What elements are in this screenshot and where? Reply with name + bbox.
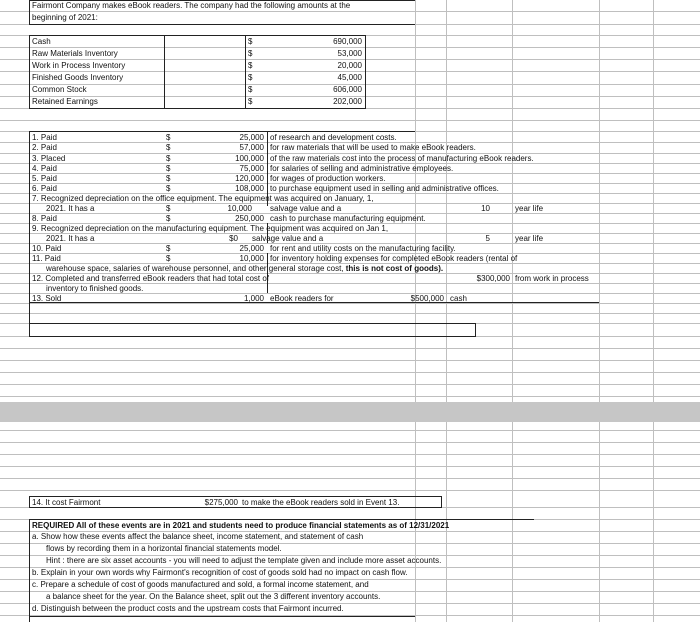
- balance-label: Cash: [32, 37, 51, 46]
- event-13-label: 13. Sold: [32, 294, 62, 303]
- balance-label: Retained Earnings: [32, 97, 98, 106]
- event-13-tail: cash: [450, 294, 467, 303]
- event-2-desc: for raw materials that will be used to make eBook readers.: [270, 143, 476, 152]
- event-3-label: 3. Placed: [32, 154, 66, 163]
- currency-symbol: $: [166, 143, 171, 152]
- currency-symbol: $: [166, 254, 171, 263]
- event-14-amount: $275,000: [204, 498, 238, 507]
- event-11-desc: for inventory holding expenses for completed eBook readers (rental of: [270, 254, 518, 263]
- event-10-desc: for rent and utility costs on the manufacturing facility.: [270, 244, 456, 253]
- currency-symbol: $: [166, 133, 171, 142]
- event-9-amount: $0: [229, 234, 238, 243]
- currency-symbol: $: [166, 164, 171, 173]
- required-a-line-2: flows by recording them in a horizontal financial statements model.: [46, 544, 282, 553]
- event-6-desc: to purchase equipment used in selling and administrative offices.: [270, 184, 499, 193]
- balance-amount: 20,000: [337, 61, 362, 70]
- required-hint: Hint : there are six asset accounts - you will need to adjust the template given and include more asset accounts.: [46, 556, 442, 565]
- event-13-mid: eBook readers for: [270, 294, 334, 303]
- intro-line-2: beginning of 2021:: [32, 13, 98, 22]
- intro-line-1: Fairmont Company makes eBook readers. The company had the following amounts at the: [32, 1, 351, 10]
- event-13-amount: $500,000: [410, 294, 444, 303]
- balance-label: Finished Goods Inventory: [32, 73, 124, 82]
- event-7-text: 7. Recognized depreciation on the office equipment. The equipment was acquired on January, 1,: [32, 194, 374, 203]
- event-8-desc: cash to purchase manufacturing equipment.: [270, 214, 426, 223]
- balance-amount: 606,000: [333, 85, 362, 94]
- event-11-continuation: [46, 264, 443, 274]
- event-9-mid: salvage value and a: [252, 234, 324, 243]
- currency-symbol: $: [248, 97, 253, 106]
- event-12-tail: from work in process: [515, 274, 589, 283]
- event-3-desc: of the raw materials cost into the process of manufacturing eBook readers.: [270, 154, 534, 163]
- event-11-amount: 10,000: [239, 254, 264, 263]
- required-b: b. Explain in your own words why Fairmont's recognition of cost of goods sold had no impact on cash flow.: [32, 568, 408, 577]
- currency-symbol: $: [166, 184, 171, 193]
- currency-symbol: $: [248, 85, 253, 94]
- event-12-text: 12. Completed and transferred eBook readers that had total cost of: [32, 274, 270, 283]
- balance-amount: 45,000: [337, 73, 362, 82]
- currency-symbol: $: [248, 73, 253, 82]
- event-5-desc: for wages of production workers.: [270, 174, 386, 183]
- event-9-sub: 2021. It has a: [46, 234, 95, 243]
- currency-symbol: $: [166, 174, 171, 183]
- event-6-label: 6. Paid: [32, 184, 57, 193]
- balance-amount: 53,000: [337, 49, 362, 58]
- currency-symbol: $: [166, 244, 171, 253]
- currency-symbol: $: [248, 61, 253, 70]
- event-4-amount: 75,000: [239, 164, 264, 173]
- event-7-amount: 10,000: [227, 204, 252, 213]
- currency-symbol: $: [166, 154, 171, 163]
- required-heading: REQUIRED All of these events are in 2021 and students need to produce financial statements as of 12/31/2021: [32, 521, 450, 530]
- event-10-label: 10. Paid: [32, 244, 62, 253]
- event-10-amount: 25,000: [239, 244, 264, 253]
- currency-symbol: $: [166, 214, 171, 223]
- event-11-cont-text: warehouse space, salaries of warehouse personnel, and other general storage cost,: [46, 264, 344, 273]
- sheet-separator-band: [0, 402, 700, 422]
- currency-symbol: $: [248, 37, 253, 46]
- required-c-line-1: c. Prepare a schedule of cost of goods manufactured and sold, a formal income statement, and: [32, 580, 369, 589]
- event-13-qty: 1,000: [243, 294, 264, 303]
- event-3-amount: 100,000: [235, 154, 264, 163]
- event-12-continuation: inventory to finished goods.: [46, 284, 144, 293]
- currency-symbol: $: [248, 49, 253, 58]
- event-5-amount: 120,000: [235, 174, 264, 183]
- event-1-amount: 25,000: [239, 133, 264, 142]
- balance-amount: 690,000: [333, 37, 362, 46]
- event-6-amount: 108,000: [235, 184, 264, 193]
- event-1-desc: of research and development costs.: [270, 133, 397, 142]
- event-4-desc: for salaries of selling and administrative employees.: [270, 164, 454, 173]
- currency-symbol: $: [166, 204, 171, 213]
- event-14-desc: to make the eBook readers sold in Event 13.: [242, 498, 400, 507]
- balance-label: Work in Process Inventory: [32, 61, 126, 70]
- event-7-tail: year life: [515, 204, 544, 213]
- event-1-label: 1. Paid: [32, 133, 57, 142]
- event-2-amount: 57,000: [239, 143, 264, 152]
- required-a-line-1: a. Show how these events affect the balance sheet, income statement, and statement of cash: [32, 532, 364, 541]
- event-7-mid: salvage value and a: [270, 204, 342, 213]
- event-9-years: 5: [485, 234, 490, 243]
- event-8-label: 8. Paid: [32, 214, 57, 223]
- event-4-label: 4. Paid: [32, 164, 57, 173]
- event-7-years: 10: [481, 204, 490, 213]
- required-d: d. Distinguish between the product costs and the upstream costs that Fairmont incurred.: [32, 604, 344, 613]
- event-11-cont-bold: this is not cost of goods).: [345, 264, 444, 273]
- balance-label: Common Stock: [32, 85, 87, 94]
- event-14-label: 14. It cost Fairmont: [32, 498, 101, 507]
- event-8-amount: 250,000: [235, 214, 264, 223]
- balance-label: Raw Materials Inventory: [32, 49, 118, 58]
- event-7-sub: 2021. It has a: [46, 204, 95, 213]
- event-9-tail: year life: [515, 234, 544, 243]
- event-9-text: 9. Recognized depreciation on the manufacturing equipment. The equipment was acquired on Jan 1,: [32, 224, 389, 233]
- event-2-label: 2. Paid: [32, 143, 57, 152]
- event-12-amount: $300,000: [476, 274, 510, 283]
- event-5-label: 5. Paid: [32, 174, 57, 183]
- balance-amount: 202,000: [333, 97, 362, 106]
- required-c-line-2: a balance sheet for the year. On the Balance sheet, split out the 3 different inventory accounts.: [46, 592, 381, 601]
- event-11-label: 11. Paid: [32, 254, 61, 263]
